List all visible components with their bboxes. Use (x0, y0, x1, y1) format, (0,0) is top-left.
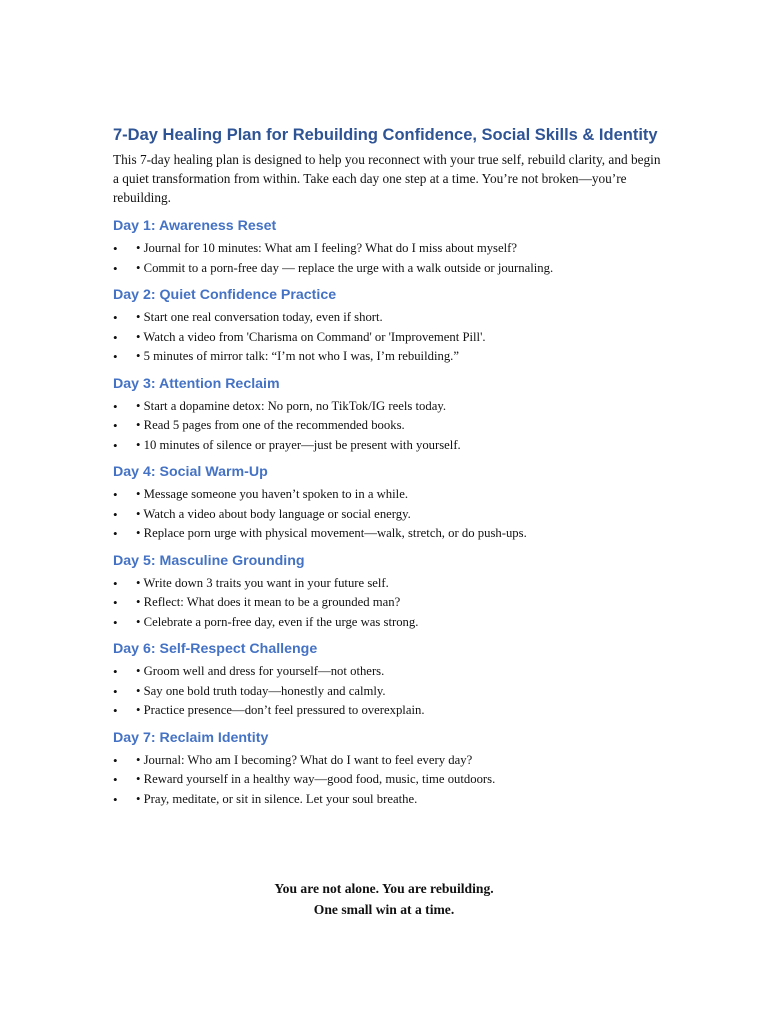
list-item (113, 485, 661, 505)
list-item (113, 751, 661, 771)
day-task-list (113, 397, 661, 456)
list-item (113, 308, 661, 328)
bullet-icon: • (113, 398, 118, 414)
bullet-icon: • (113, 791, 118, 807)
list-item-text: • Practice presence—don’t feel pressured to overexplain. (136, 703, 425, 717)
day-section-7 (113, 729, 661, 810)
bullet-icon: • (113, 487, 118, 502)
list-item-text: • 10 minutes of silence or prayer—just be present with yourself. (136, 437, 461, 452)
day-heading: Day 7: Reclaim Identity (113, 729, 269, 746)
list-item-text: • Read 5 pages from one of the recommended books. (136, 418, 405, 432)
list-item (113, 328, 661, 348)
bullet-icon: • (113, 752, 118, 768)
list-item-text: • Start one real conversation today, even if short. (136, 310, 383, 324)
day-heading: Day 4: Social Warm-Up (113, 464, 268, 480)
list-item-text: • Commit to a porn-free day — replace the urge with a walk outside or journaling. (136, 260, 554, 275)
intro-paragraph: This 7-day healing plan is designed to help you reconnect with your true self, rebuild clarity, and begin a quiet transformation from within. Take each day one step at a time. You’re not broken—you’re rebuilding. (113, 152, 661, 205)
day-heading: Day 1: Awareness Reset (113, 218, 277, 234)
list-item (113, 505, 661, 525)
list-item (113, 397, 661, 417)
list-item (113, 662, 661, 682)
list-item-text: • Start a dopamine detox: No porn, no TikTok/IG reels today. (136, 398, 447, 413)
day-heading: Day 5: Masculine Grounding (113, 552, 305, 569)
list-item (113, 436, 661, 456)
bullet-icon: • (113, 683, 118, 699)
bullet-icon: • (113, 260, 118, 276)
bullet-icon: • (113, 664, 118, 679)
bullet-icon: • (113, 349, 118, 364)
list-item-text: • Watch a video from 'Charisma on Command' or 'Improvement Pill'. (136, 329, 486, 344)
closing-line-1: You are not alone. You are rebuilding. (274, 881, 494, 896)
list-item-text: • Write down 3 traits you want in your future self. (136, 575, 389, 590)
day-heading: Day 6: Self-Respect Challenge (113, 641, 318, 657)
list-item-text: • Reflect: What does it mean to be a grounded man? (136, 595, 401, 609)
bullet-icon: • (113, 418, 118, 433)
closing-line-2: One small win at a time. (313, 902, 455, 917)
list-item-text: • Pray, meditate, or sit in silence. Let your soul breathe. (136, 791, 418, 806)
bullet-icon: • (113, 329, 118, 345)
day-heading: Day 2: Quiet Confidence Practice (113, 287, 337, 303)
day-task-list (113, 485, 661, 544)
list-item-text: • Say one bold truth today—honestly and calmly. (136, 683, 386, 698)
list-item (113, 347, 661, 367)
day-task-list (113, 751, 661, 810)
bullet-icon: • (113, 241, 118, 256)
list-item (113, 524, 661, 544)
list-item (113, 239, 661, 259)
list-item (113, 790, 661, 810)
list-item-text: • Reward yourself in a healthy way—good food, music, time outdoors. (136, 772, 496, 786)
document-title: 7-Day Healing Plan for Rebuilding Confidence, Social Skills & Identity (113, 126, 658, 144)
bullet-icon: • (113, 437, 118, 453)
list-item (113, 416, 661, 436)
list-item-text: • 5 minutes of mirror talk: “I’m not who I was, I’m rebuilding.” (136, 349, 459, 363)
day-section-4 (113, 463, 661, 544)
document-body (113, 124, 661, 809)
list-item-text: • Journal for 10 minutes: What am I feeling? What do I miss about myself? (136, 241, 517, 255)
bullet-icon: • (113, 526, 118, 541)
day-section-5 (113, 552, 661, 633)
bullet-icon: • (113, 772, 118, 787)
day-task-list (113, 662, 661, 721)
list-item (113, 574, 661, 594)
list-item-text: • Celebrate a porn-free day, even if the urge was strong. (136, 614, 419, 629)
list-item (113, 593, 661, 613)
bullet-icon: • (113, 506, 118, 522)
days-container (113, 217, 661, 809)
bullet-icon: • (113, 595, 118, 610)
day-heading: Day 3: Attention Reclaim (113, 375, 280, 392)
list-item-text: • Journal: Who am I becoming? What do I want to feel every day? (136, 752, 473, 767)
list-item-text: • Groom well and dress for yourself—not others. (136, 664, 385, 678)
day-task-list (113, 308, 661, 367)
list-item (113, 682, 661, 702)
bullet-icon: • (113, 614, 118, 630)
bullet-icon: • (113, 310, 118, 325)
day-task-list (113, 574, 661, 633)
bullet-icon: • (113, 703, 118, 718)
list-item-text: • Watch a video about body language or social energy. (136, 506, 411, 521)
closing-message (0, 878, 768, 920)
list-item-text: • Message someone you haven’t spoken to in a while. (136, 487, 409, 501)
list-item-text: • Replace porn urge with physical movement—walk, stretch, or do push-ups. (136, 526, 527, 540)
day-section-1 (113, 217, 661, 278)
list-item (113, 770, 661, 790)
list-item (113, 613, 661, 633)
day-task-list (113, 239, 661, 278)
list-item (113, 259, 661, 279)
day-section-6 (113, 640, 661, 721)
bullet-icon: • (113, 575, 118, 591)
list-item (113, 701, 661, 721)
day-section-3 (113, 375, 661, 456)
day-section-2 (113, 286, 661, 367)
